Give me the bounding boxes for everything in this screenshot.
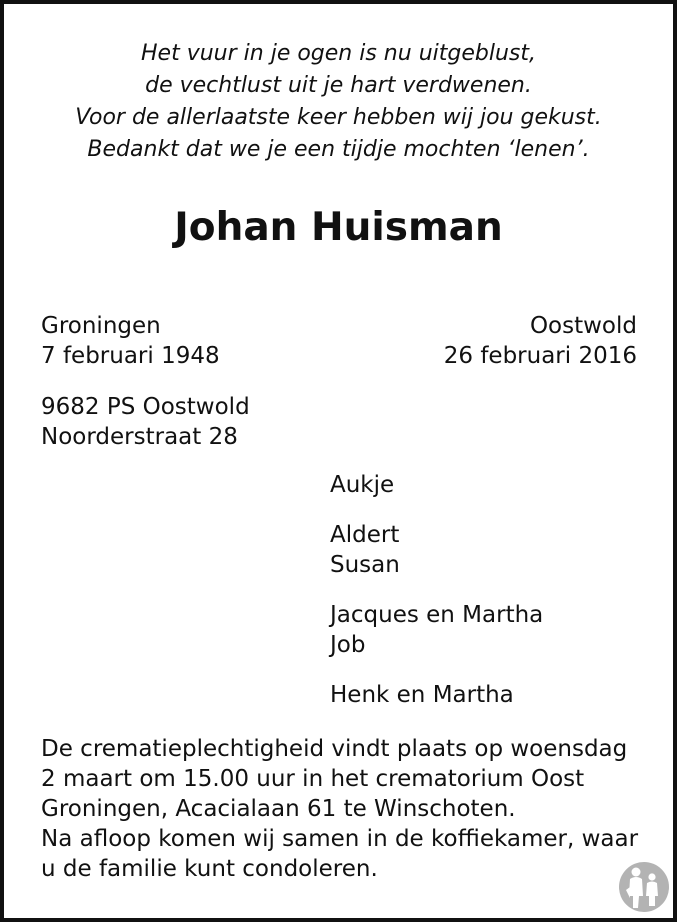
family-list [330, 470, 543, 730]
death-place: Oostwold [529, 313, 637, 339]
poem-line: Bedankt dat we je een tijdje mochten ‘lenen’. [87, 137, 590, 162]
poem [4, 38, 673, 166]
notice-line: 2 maart om 15.00 uur in het crematorium Oost [41, 766, 585, 792]
family-member: Jacques en Martha [330, 602, 544, 628]
family-figures-icon [618, 860, 670, 914]
notice-line: Na afloop komen wij samen in de koffiekamer, waar [41, 826, 639, 852]
ceremony-notice [41, 734, 638, 884]
poem-line: Voor de allerlaatste keer hebben wij jou gekust. [75, 105, 602, 130]
address-postal: 9682 PS Oostwold [41, 394, 250, 420]
poem-line: de vechtlust uit je hart verdwenen. [145, 73, 532, 98]
birth-info [41, 311, 220, 371]
family-member: Aukje [330, 472, 395, 498]
family-group [330, 520, 543, 580]
family-member: Aldert [330, 522, 400, 548]
notice-line: Groningen, Acacialaan 61 te Winschoten. [41, 796, 516, 822]
death-info [444, 311, 637, 371]
family-group [330, 470, 543, 500]
family-group [330, 600, 543, 660]
deceased-name: Johan Huisman [174, 205, 503, 250]
address-street: Noorderstraat 28 [41, 424, 238, 450]
death-date: 26 februari 2016 [443, 343, 637, 369]
family-member: Susan [330, 552, 400, 578]
poem-line: Het vuur in je ogen is nu uitgeblust, [141, 41, 536, 66]
birth-date: 7 februari 1948 [41, 343, 220, 369]
birth-place: Groningen [41, 313, 161, 339]
notice-line: u de familie kunt condoleren. [41, 856, 378, 882]
family-member: Henk en Martha [330, 682, 514, 708]
correspondence-address [41, 392, 250, 452]
family-group [330, 680, 543, 710]
notice-line: De crematieplechtigheid vindt plaats op woensdag [41, 736, 628, 762]
family-member: Job [330, 632, 366, 658]
